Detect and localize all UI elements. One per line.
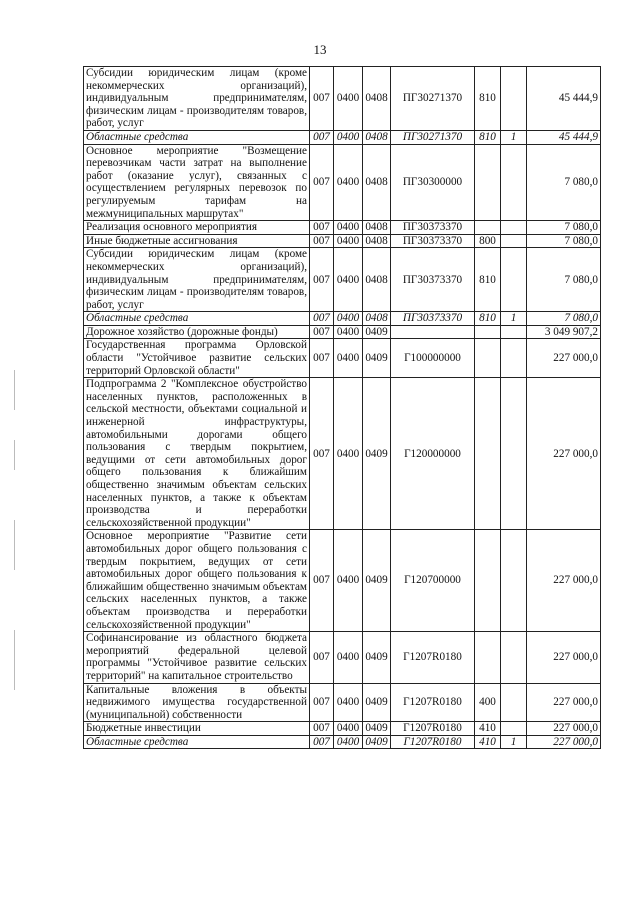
row-ministry-code: 007: [310, 339, 334, 378]
row-name: Бюджетные инвестиции: [84, 722, 310, 736]
row-funding-source: [501, 144, 527, 221]
row-subsection-code: 0409: [363, 378, 391, 530]
table-row: [84, 530, 601, 632]
table-row: [84, 735, 601, 749]
row-section-code: 0400: [334, 144, 363, 221]
row-subsection-code: 0408: [363, 67, 391, 131]
row-subsection-code: 0409: [363, 735, 391, 749]
row-amount: 7 080,0: [527, 221, 601, 235]
row-subsection-code: 0409: [363, 683, 391, 722]
row-section-code: 0400: [334, 67, 363, 131]
row-ministry-code: 007: [310, 248, 334, 312]
row-target-code: ПГ30373370: [391, 248, 475, 312]
row-target-code: Г1207R0180: [391, 735, 475, 749]
row-funding-source: [501, 67, 527, 131]
page-number: 13: [313, 42, 327, 57]
row-section-code: 0400: [334, 312, 363, 326]
row-ministry-code: 007: [310, 378, 334, 530]
row-section-code: 0400: [334, 234, 363, 248]
budget-rows: [84, 67, 601, 749]
row-ministry-code: 007: [310, 735, 334, 749]
row-funding-source: [501, 339, 527, 378]
row-expense-kind: [475, 339, 501, 378]
row-section-code: 0400: [334, 530, 363, 632]
row-target-code: Г120700000: [391, 530, 475, 632]
row-amount: 227 000,0: [527, 735, 601, 749]
row-funding-source: [501, 221, 527, 235]
row-ministry-code: 007: [310, 221, 334, 235]
table-row: [84, 339, 601, 378]
row-funding-source: [501, 248, 527, 312]
table-row: [84, 144, 601, 221]
row-funding-source: [501, 722, 527, 736]
table-row: [84, 683, 601, 722]
row-subsection-code: 0408: [363, 130, 391, 144]
row-expense-kind: 410: [475, 735, 501, 749]
row-name: Дорожное хозяйство (дорожные фонды): [84, 325, 310, 339]
row-expense-kind: 410: [475, 722, 501, 736]
row-target-code: ПГ30373370: [391, 234, 475, 248]
table-row: [84, 378, 601, 530]
row-ministry-code: 007: [310, 325, 334, 339]
row-ministry-code: 007: [310, 144, 334, 221]
table-row: [84, 130, 601, 144]
row-ministry-code: 007: [310, 67, 334, 131]
row-target-code: Г100000000: [391, 339, 475, 378]
row-amount: 227 000,0: [527, 378, 601, 530]
row-expense-kind: [475, 325, 501, 339]
row-name: Областные средства: [84, 735, 310, 749]
row-name: Иные бюджетные ассигнования: [84, 234, 310, 248]
row-target-code: ПГ30300000: [391, 144, 475, 221]
row-subsection-code: 0409: [363, 325, 391, 339]
row-amount: 227 000,0: [527, 632, 601, 683]
row-target-code: ПГ30271370: [391, 130, 475, 144]
row-amount: 45 444,9: [527, 67, 601, 131]
row-ministry-code: 007: [310, 312, 334, 326]
table-row: [84, 248, 601, 312]
row-name: Софинансирование из областного бюджета мероприятий федеральной целевой программы "Устойчивое развитие сельских территорий" на капитальное строительство: [84, 632, 310, 683]
row-target-code: [391, 325, 475, 339]
row-subsection-code: 0408: [363, 221, 391, 235]
row-section-code: 0400: [334, 722, 363, 736]
row-amount: 227 000,0: [527, 683, 601, 722]
row-name: Основное мероприятие "Развитие сети автомобильных дорог общего пользования с твердым покрытием, ведущих от сети автомобильных дорог общего пользования к ближайшим общественно значимым объектам сельских населенных пунктов, а также объектам производства и переработки сельскохозяйственной продукции": [84, 530, 310, 632]
table-row: [84, 221, 601, 235]
row-funding-source: [501, 378, 527, 530]
row-expense-kind: 810: [475, 312, 501, 326]
row-subsection-code: 0408: [363, 312, 391, 326]
row-target-code: ПГ30271370: [391, 67, 475, 131]
row-subsection-code: 0408: [363, 248, 391, 312]
row-section-code: 0400: [334, 683, 363, 722]
row-target-code: ПГ30373370: [391, 312, 475, 326]
row-ministry-code: 007: [310, 130, 334, 144]
row-name: Субсидии юридическим лицам (кроме некоммерческих организаций), индивидуальным предпринимателям, физическим лицам - производителям товаров, работ, услуг: [84, 248, 310, 312]
row-section-code: 0400: [334, 735, 363, 749]
row-expense-kind: [475, 144, 501, 221]
row-amount: 3 049 907,2: [527, 325, 601, 339]
row-target-code: Г120000000: [391, 378, 475, 530]
margin-marks: [14, 370, 18, 700]
row-amount: 7 080,0: [527, 312, 601, 326]
table-row: [84, 67, 601, 131]
row-subsection-code: 0409: [363, 632, 391, 683]
row-funding-source: [501, 530, 527, 632]
row-subsection-code: 0409: [363, 722, 391, 736]
table-row: [84, 234, 601, 248]
row-funding-source: [501, 683, 527, 722]
row-amount: 7 080,0: [527, 248, 601, 312]
row-name: Областные средства: [84, 130, 310, 144]
row-section-code: 0400: [334, 632, 363, 683]
row-target-code: ПГ30373370: [391, 221, 475, 235]
row-section-code: 0400: [334, 221, 363, 235]
row-amount: 227 000,0: [527, 339, 601, 378]
table-row: [84, 325, 601, 339]
row-funding-source: [501, 632, 527, 683]
row-amount: 7 080,0: [527, 144, 601, 221]
row-target-code: Г1207R0180: [391, 683, 475, 722]
row-expense-kind: 810: [475, 130, 501, 144]
row-funding-source: 1: [501, 735, 527, 749]
row-section-code: 0400: [334, 130, 363, 144]
row-section-code: 0400: [334, 378, 363, 530]
row-expense-kind: [475, 221, 501, 235]
row-name: Подпрограмма 2 "Комплексное обустройство населенных пунктов, расположенных в сельской местности, объектами социальной и инженерной инфраструктуры, автомобильными дорогами общего пользования с твердым покрытием, ведущими от сети автомобильных дорог общего пользования к ближайшим общественно значимым объектам сельских населенных пунктов, а также к объектам производства и переработки сельскохозяйственной продукции": [84, 378, 310, 530]
table-row: [84, 312, 601, 326]
row-amount: 45 444,9: [527, 130, 601, 144]
row-section-code: 0400: [334, 248, 363, 312]
row-ministry-code: 007: [310, 632, 334, 683]
table-row: [84, 632, 601, 683]
row-subsection-code: 0409: [363, 530, 391, 632]
row-ministry-code: 007: [310, 234, 334, 248]
row-name: Государственная программа Орловской области "Устойчивое развитие сельских территорий Орловской области": [84, 339, 310, 378]
row-section-code: 0400: [334, 325, 363, 339]
row-subsection-code: 0408: [363, 144, 391, 221]
row-expense-kind: 800: [475, 234, 501, 248]
row-funding-source: [501, 325, 527, 339]
row-amount: 227 000,0: [527, 722, 601, 736]
row-name: Реализация основного мероприятия: [84, 221, 310, 235]
row-ministry-code: 007: [310, 530, 334, 632]
row-amount: 7 080,0: [527, 234, 601, 248]
row-ministry-code: 007: [310, 683, 334, 722]
row-name: Основное мероприятие "Возмещение перевозчикам части затрат на выполнение работ (оказание услуг), связанных с осуществлением регулярных перевозок по регулируемым тарифам на межмуниципальных маршрутах": [84, 144, 310, 221]
row-expense-kind: [475, 378, 501, 530]
row-expense-kind: [475, 632, 501, 683]
row-funding-source: 1: [501, 130, 527, 144]
budget-table: [83, 66, 601, 749]
row-expense-kind: 810: [475, 248, 501, 312]
row-expense-kind: 400: [475, 683, 501, 722]
row-name: Областные средства: [84, 312, 310, 326]
row-name: Капитальные вложения в объекты недвижимого имущества государственной (муниципальной) собственности: [84, 683, 310, 722]
row-expense-kind: 810: [475, 67, 501, 131]
row-amount: 227 000,0: [527, 530, 601, 632]
row-section-code: 0400: [334, 339, 363, 378]
row-expense-kind: [475, 530, 501, 632]
row-funding-source: 1: [501, 312, 527, 326]
table-row: [84, 722, 601, 736]
row-name: Субсидии юридическим лицам (кроме некоммерческих организаций), индивидуальным предпринимателям, физическим лицам - производителям товаров, работ, услуг: [84, 67, 310, 131]
row-target-code: Г1207R0180: [391, 722, 475, 736]
row-subsection-code: 0409: [363, 339, 391, 378]
row-funding-source: [501, 234, 527, 248]
row-target-code: Г1207R0180: [391, 632, 475, 683]
row-ministry-code: 007: [310, 722, 334, 736]
row-subsection-code: 0408: [363, 234, 391, 248]
